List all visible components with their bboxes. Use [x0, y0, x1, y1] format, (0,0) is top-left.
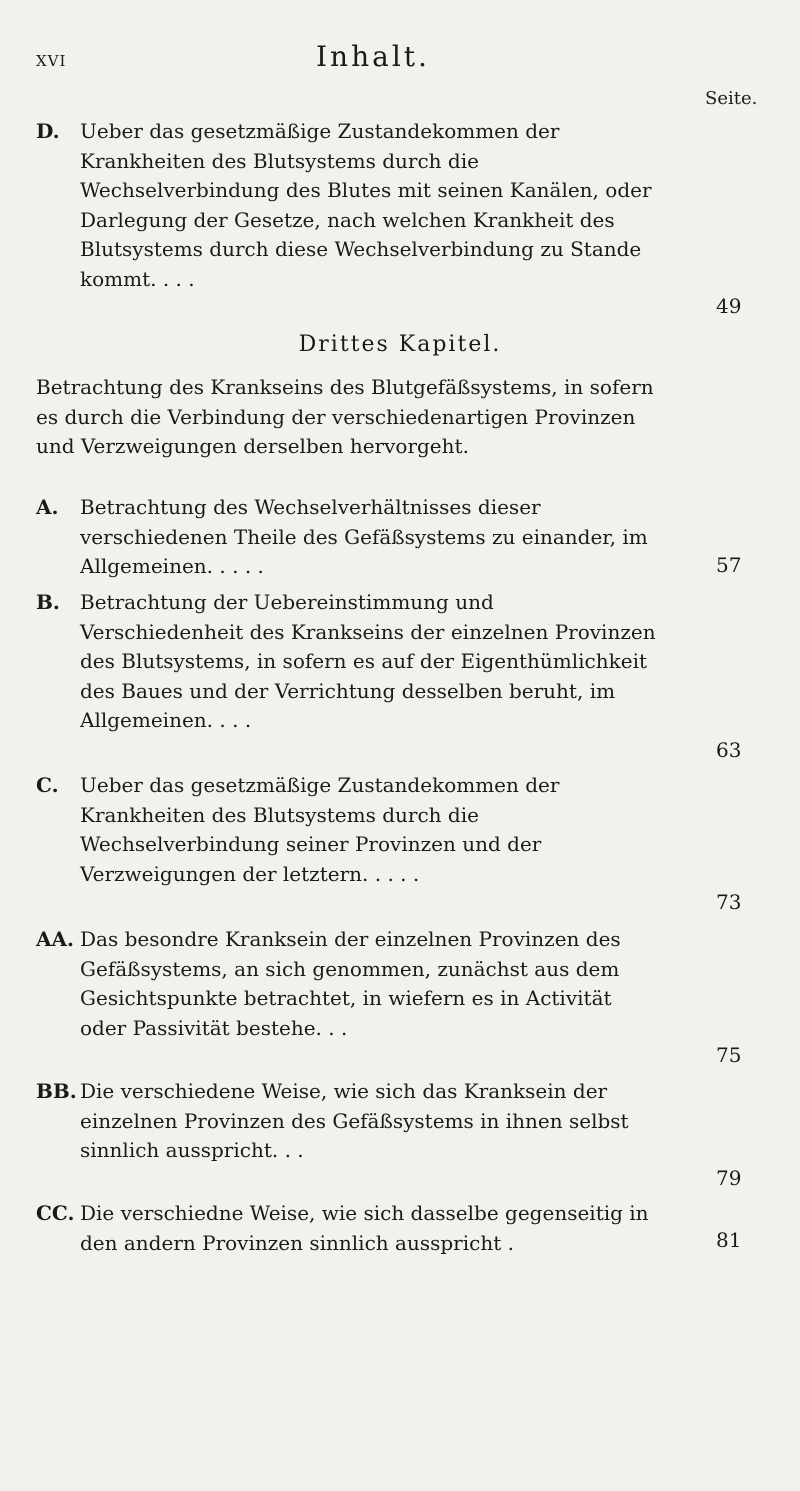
page-title: Inhalt.	[316, 40, 430, 73]
toc-entry-label: AA.	[36, 927, 74, 951]
toc-entry-label: BB.	[36, 1079, 77, 1103]
toc-entry-text: Ueber das gesetzmäßige Zustandekommen der Krankheiten des Blutsystems durch die Wechselverbindung seiner Provinzen und der Verzweigungen der letztern. . . . .	[80, 773, 560, 886]
toc-entry-label: B.	[36, 590, 60, 614]
toc-entry-page: 81	[716, 1228, 742, 1252]
toc-entry-text: Die verschiedne Weise, wie sich dasselbe gegenseitig in den andern Provinzen sinnlich ausspricht .	[80, 1201, 649, 1255]
toc-entry-text: Betrachtung des Wechselverhältnisses dieser verschiedenen Theile des Gefäßsystems zu einander, im Allgemeinen. . . . .	[80, 495, 648, 578]
toc-entry-label: D.	[36, 119, 60, 143]
chapter-heading: Drittes Kapitel.	[298, 332, 502, 357]
toc-entry-page: 57	[716, 553, 742, 577]
toc-entry-page: 49	[716, 294, 742, 318]
toc-entry-text: Ueber das gesetzmäßige Zustandekommen der Krankheiten des Blutsystems durch die Wechselverbindung des Blutes mit seinen Kanälen, oder Darlegung der Gesetze, nach welchen Krankheit des Blutsystems durch diese Wechselverbindung zu Stande kommt. . . .	[80, 119, 652, 291]
toc-entry-text: Die verschiedene Weise, wie sich das Kranksein der einzelnen Provinzen des Gefäßsystems in ihnen selbst sinnlich ausspricht. . .	[80, 1079, 629, 1162]
toc-entry-text: Betrachtung der Uebereinstimmung und Verschiedenheit des Krankseins der einzelnen Provinzen des Blutsystems, in sofern es auf der Eigenthümlichkeit des Baues und der Verrichtung desselben beruht, im Allgemeinen. . . .	[80, 590, 656, 732]
toc-entry-cc	[36, 1199, 660, 1258]
toc-entry-label: A.	[36, 495, 59, 519]
toc-entry-label: CC.	[36, 1201, 75, 1225]
toc-entry-d	[36, 117, 660, 294]
toc-entry-c	[36, 771, 660, 889]
toc-entry-page: 63	[716, 738, 742, 762]
toc-entry-page: 79	[716, 1166, 742, 1190]
toc-entry-aa	[36, 925, 660, 1043]
toc-entry-page: 73	[716, 890, 742, 914]
page-number: XVI	[36, 52, 67, 70]
toc-entry-label: C.	[36, 773, 59, 797]
toc-entry-bb	[36, 1077, 660, 1166]
toc-entry-page: 75	[716, 1043, 742, 1067]
toc-entry-a	[36, 493, 660, 582]
chapter-intro: Betrachtung des Krankseins des Blutgefäßsystems, in sofern es durch die Verbindung der verschiedenartigen Provinzen und Verzweigungen derselben hervorgeht.	[36, 375, 654, 458]
toc-entry-b	[36, 588, 660, 736]
toc-entry-text: Das besondre Kranksein der einzelnen Provinzen des Gefäßsystems, an sich genommen, zunächst aus dem Gesichtspunkte betrachtet, in wiefern es in Activität oder Passivität bestehe. . .	[80, 927, 621, 1040]
seite-label: Seite.	[705, 88, 758, 109]
